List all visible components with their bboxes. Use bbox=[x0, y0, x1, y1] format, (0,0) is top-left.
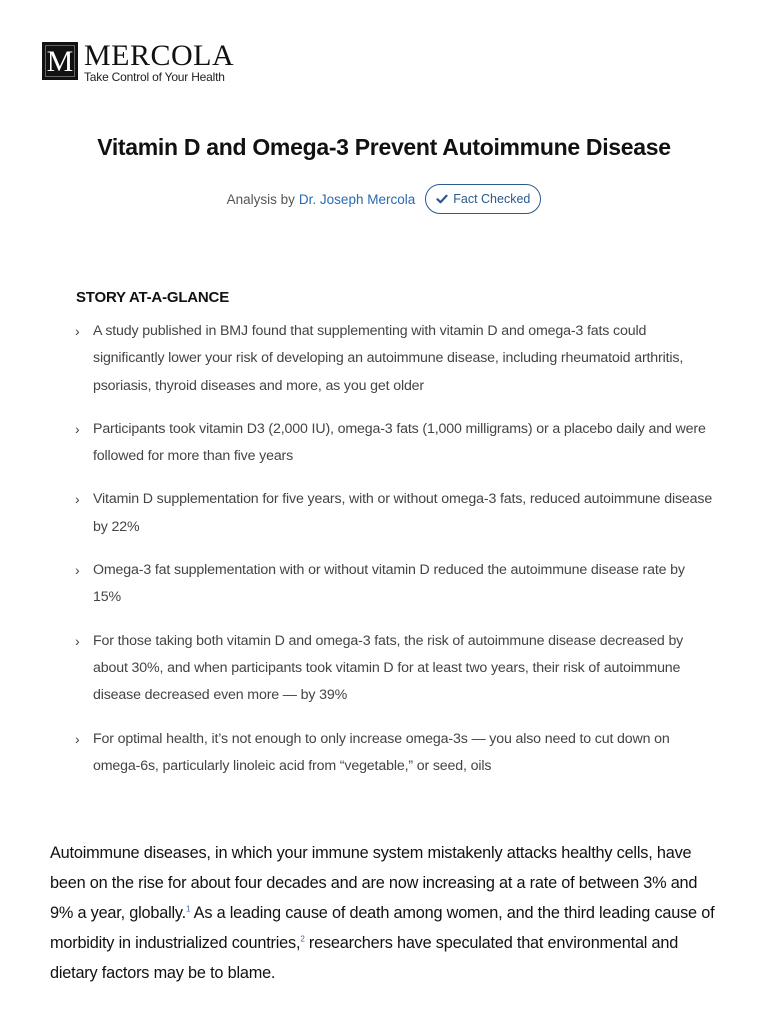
fact-checked-label: Fact Checked bbox=[453, 192, 531, 206]
story-at-a-glance-list bbox=[74, 318, 714, 796]
list-item-text: Omega-3 fat supplementation with or without vitamin D reduced the autoimmune disease rate by 15% bbox=[93, 562, 685, 606]
footnote-link-2[interactable]: 2 bbox=[300, 934, 305, 944]
chevron-right-icon: › bbox=[75, 323, 80, 339]
logo-wordmark bbox=[84, 39, 235, 84]
list-item-text: A study published in BMJ found that supplementing with vitamin D and omega-3 fats could significantly lower your risk of developing an autoimmune disease, including rheumatoid arthritis, psoriasis, thyroid diseases and more, as you get older bbox=[93, 323, 684, 394]
byline bbox=[0, 184, 768, 214]
check-icon bbox=[436, 193, 448, 205]
logo-monogram: M bbox=[42, 42, 78, 80]
list-item-text: For those taking both vitamin D and omega-3 fats, the risk of autoimmune disease decreased by about 30%, and when participants took vitamin D for at least two years, their risk of autoimmune disease decreased even more — by 39% bbox=[93, 632, 684, 704]
chevron-right-icon: › bbox=[75, 562, 80, 579]
body-text-2: As a leading cause of death among women, and the third leading cause of morbidity in industrialized countries, bbox=[50, 904, 715, 952]
footnote-link-1[interactable]: 1 bbox=[185, 904, 191, 914]
list-item bbox=[74, 416, 714, 471]
byline-prefix: Analysis by bbox=[226, 191, 295, 207]
logo-tagline: Take Control of Your Health bbox=[84, 70, 225, 84]
list-item bbox=[74, 486, 714, 541]
list-item-text: Participants took vitamin D3 (2,000 IU), omega-3 fats (1,000 milligrams) or a placebo daily and were followed for more than five years bbox=[93, 420, 706, 465]
article-title: Vitamin D and Omega-3 Prevent Autoimmune Disease bbox=[97, 134, 671, 160]
author-link[interactable]: Dr. Joseph Mercola bbox=[298, 191, 416, 207]
chevron-right-icon: › bbox=[75, 491, 80, 508]
mercola-logo[interactable] bbox=[42, 39, 235, 84]
chevron-right-icon: › bbox=[75, 730, 80, 747]
story-at-a-glance-heading: STORY AT-A-GLANCE bbox=[76, 289, 229, 306]
list-item-text: Vitamin D supplementation for five years, with or without omega-3 fats, reduced autoimmune disease by 22% bbox=[93, 491, 713, 535]
logo-name: MERCOLA bbox=[84, 39, 235, 72]
fact-checked-badge[interactable] bbox=[425, 184, 541, 214]
list-item bbox=[74, 318, 714, 400]
body-text-3: researchers have speculated that environmental and dietary factors may be to blame. bbox=[50, 934, 679, 982]
list-item bbox=[74, 726, 714, 781]
body-text-1: Autoimmune diseases, in which your immune system mistakenly attacks healthy cells, have been on the rise for about four decades and are now increasing at a rate of between 3% and 9% a year, globally. bbox=[50, 844, 698, 922]
list-item bbox=[74, 628, 714, 710]
chevron-right-icon: › bbox=[75, 632, 80, 649]
list-item-text: For optimal health, it’s not enough to only increase omega-3s — you also need to cut down on omega-6s, particularly linoleic acid from “vegetable,” or seed, oils bbox=[93, 730, 670, 774]
list-item bbox=[74, 557, 714, 612]
chevron-right-icon: › bbox=[75, 420, 80, 437]
body-paragraph bbox=[50, 838, 720, 988]
